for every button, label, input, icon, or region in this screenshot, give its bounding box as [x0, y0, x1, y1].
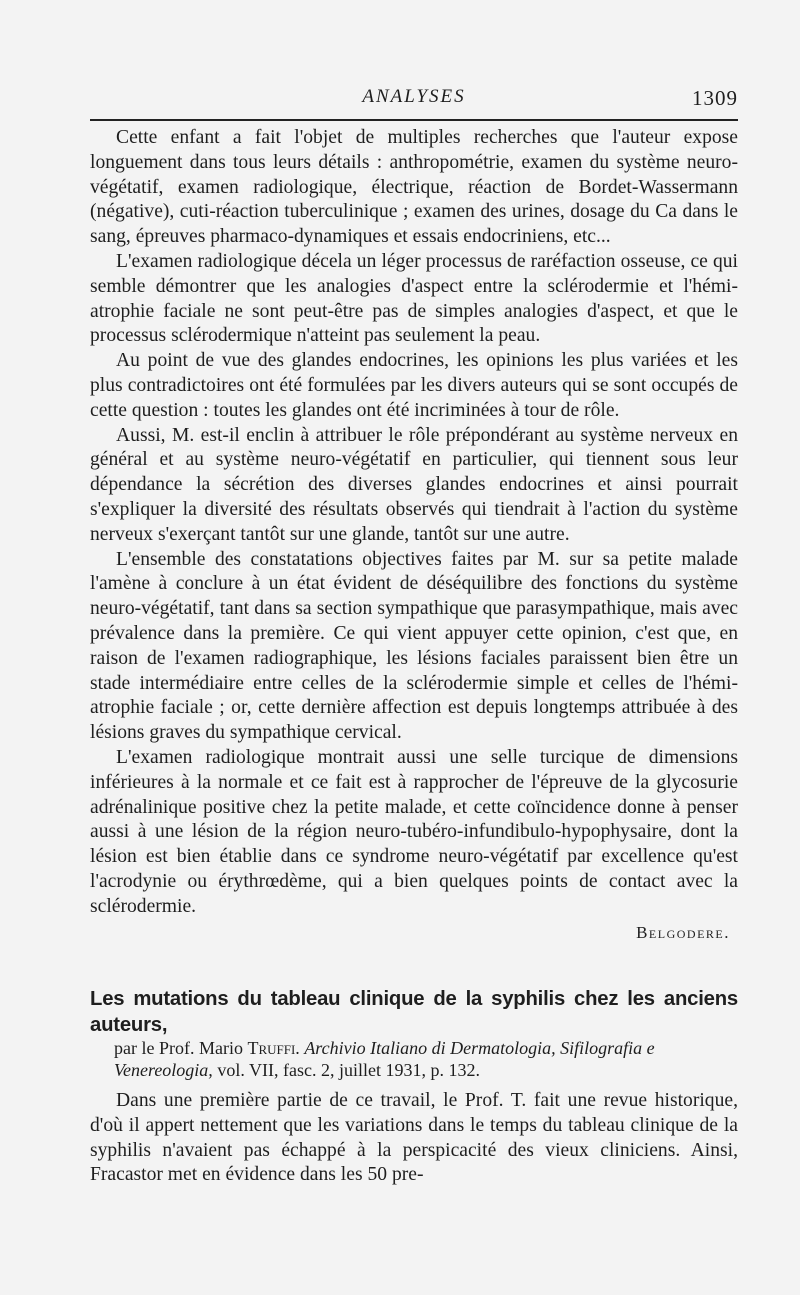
- running-head: [90, 86, 738, 116]
- citation-journal: Archivio Italiano di Dermatologia, Sifilografia e Venereologia,: [114, 1038, 655, 1080]
- article-citation: [114, 1038, 738, 1081]
- article-title: Les mutations du tableau clinique de la syphilis chez les anciens auteurs,: [90, 988, 738, 1036]
- author-signature: Belgodere.: [636, 922, 730, 942]
- article-paragraph: Dans une première partie de ce travail, le Prof. T. fait une revue historique, d'où il appert nettement que les variations dans le temps du tableau clinique de la syphilis n'avaient pas échappé à la perspicacité des vieux cliniciens. Ainsi, Fracastor met en évidence dans les 50 pre-: [90, 1090, 738, 1186]
- paragraph-3: Au point de vue des glandes endocrines, les opinions les plus variées et les plus contradictoires ont été formulées par les divers auteurs qui se sont occupés de cette question : toutes les glandes ont été incriminées à tour de rôle.: [90, 350, 738, 421]
- next-article: [90, 986, 738, 1188]
- paragraph-1: Cette enfant a fait l'objet de multiples recherches que l'auteur expose longuement dans tous leurs détails : anthropométrie, examen du système neuro-végétatif, examen radiologique, électrique, réaction de Bordet-Wassermann (négative), cuti-réaction tuberculinique ; examen des urines, dosage du Ca dans le sang, épreuves pharmaco-dynamiques et essais endocriniens, etc...: [90, 127, 738, 248]
- running-head-title: ANALYSES: [362, 86, 466, 107]
- paragraph-5: L'ensemble des constatations objectives faites par M. sur sa petite malade l'amène à conclure à un état évident de déséquilibre des fonctions du système neuro-végétatif, tant dans sa section sympathique que parasympathique, mais avec prévalence dans la première. Ce qui vient appuyer cette opinion, c'est que, en raison de l'examen radiographique, les lésions faciales paraissent bien être un stade intermédiaire entre celles de la sclérodermie simple et celles de l'hémi-atrophie faciale ; or, cette dernière affection est depuis longtemps attribuée à des lésions graves du sympathique cervical.: [90, 548, 738, 744]
- article-body: [90, 126, 738, 946]
- page-number: 1309: [692, 86, 738, 110]
- paragraph-6: L'examen radiologique montrait aussi une selle turcique de dimensions inférieures à la normale et ce fait est à rapprocher de l'épreuve de la glycosurie adrénalinique positive chez la petite malade, et cette coïncidence donne à penser aussi à une lésion de la région neuro-tubéro-infundibulo-hypophysaire, dont la lésion est bien établie dans ce syndrome neuro-végétatif par excellence qu'est l'acrodynie ou érythrœdème, qui a bien quelques points de contact avec la sclérodermie.: [90, 746, 738, 917]
- citation-author: Truffi.: [247, 1038, 300, 1058]
- citation-details: vol. VII, fasc. 2, juillet 1931, p. 132.: [217, 1059, 480, 1080]
- header-rule: [90, 119, 738, 121]
- citation-prefix: par le Prof. Mario: [114, 1038, 243, 1058]
- paragraph-2: L'examen radiologique décela un léger processus de raréfaction osseuse, ce qui semble démontrer que les analogies d'aspect entre la sclérodermie et l'hémi-atrophie faciale ne sont peut-être pas de simples analogies d'aspect, et que le processus sclérodermique n'atteint pas seulement la peau.: [90, 250, 738, 347]
- paragraph-4: Aussi, M. est-il enclin à attribuer le rôle prépondérant au système nerveux en général et au système neuro-végétatif en particulier, qui tiennent sous leur dépendance la sécrétion des diverses glandes endocrines et ainsi pourrait s'expliquer la diversité des résultats observés qui tiendrait à l'action du système nerveux s'exerçant tantôt sur une glande, tantôt sur une autre.: [90, 424, 738, 545]
